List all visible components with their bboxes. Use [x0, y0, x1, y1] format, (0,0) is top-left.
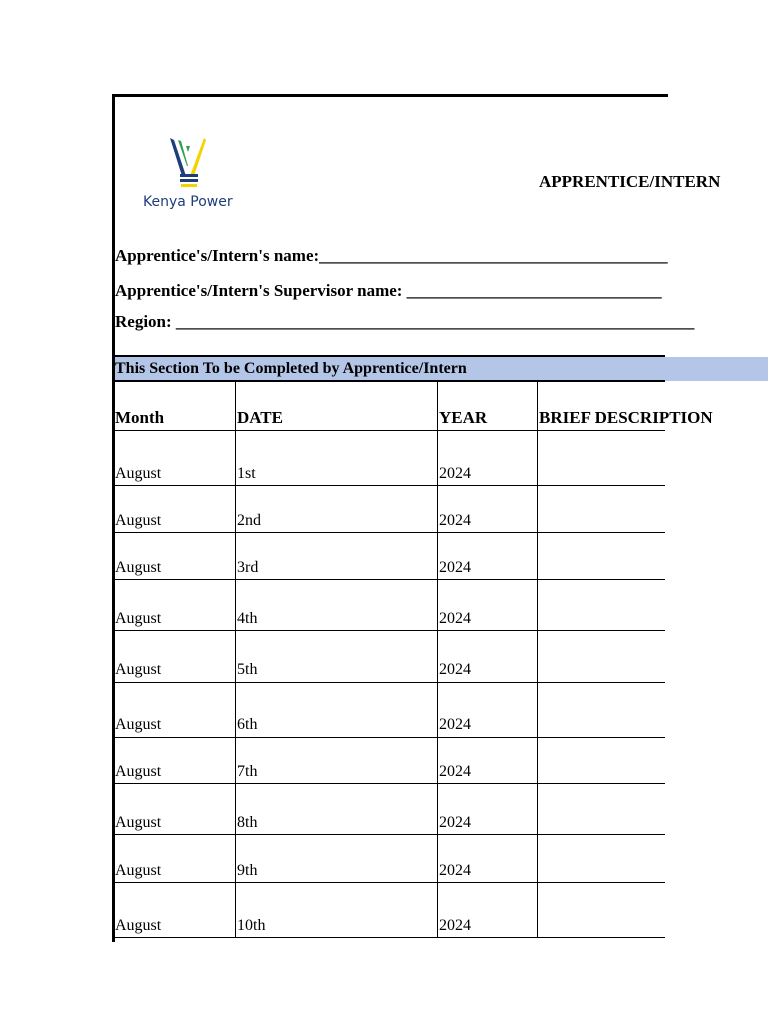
column-header-month: Month: [115, 408, 165, 427]
cell-year[interactable]: 2024: [439, 814, 471, 831]
region-field[interactable]: Region: _____________________________________________________________: [115, 312, 695, 331]
column-header-year: YEAR: [439, 408, 488, 427]
cell-year[interactable]: 2024: [439, 465, 471, 482]
cell-year[interactable]: 2024: [439, 512, 471, 529]
banner-top-border: [115, 355, 665, 357]
row-divider: [115, 485, 665, 486]
cell-year[interactable]: 2024: [439, 862, 471, 879]
row-divider: [115, 737, 665, 738]
cell-date[interactable]: 2nd: [237, 512, 261, 529]
cell-month[interactable]: August: [115, 917, 162, 934]
cell-date[interactable]: 10th: [237, 917, 266, 934]
cell-date[interactable]: 5th: [237, 661, 258, 678]
supervisor-name-field[interactable]: Apprentice's/Intern's Supervisor name: ______________________________: [115, 281, 662, 300]
cell-year[interactable]: 2024: [439, 661, 471, 678]
cell-month[interactable]: August: [115, 559, 162, 576]
section-banner-text: This Section To be Completed by Apprentice/Intern: [115, 360, 467, 377]
cell-month[interactable]: August: [115, 610, 162, 627]
row-divider: [115, 937, 665, 938]
column-divider: [235, 381, 236, 938]
intern-name-field[interactable]: Apprentice's/Intern's name:_________________________________________: [115, 246, 668, 265]
cell-date[interactable]: 1st: [237, 465, 256, 482]
row-divider: [115, 579, 665, 580]
row-divider: [115, 834, 665, 835]
row-divider: [115, 430, 665, 431]
cell-year[interactable]: 2024: [439, 917, 471, 934]
cell-year[interactable]: 2024: [439, 716, 471, 733]
cell-month[interactable]: August: [115, 465, 162, 482]
row-divider: [115, 882, 665, 883]
cell-year[interactable]: 2024: [439, 610, 471, 627]
column-divider: [537, 381, 538, 938]
cell-date[interactable]: 9th: [237, 862, 258, 879]
column-header-date: DATE: [237, 408, 283, 427]
row-divider: [115, 532, 665, 533]
row-divider: [115, 783, 665, 784]
cell-date[interactable]: 7th: [237, 763, 258, 780]
cell-date[interactable]: 3rd: [237, 559, 259, 576]
column-header-description: BRIEF DESCRIPTION: [539, 408, 713, 427]
cell-month[interactable]: August: [115, 716, 162, 733]
cell-year[interactable]: 2024: [439, 763, 471, 780]
row-divider: [115, 630, 665, 631]
cell-month[interactable]: August: [115, 814, 162, 831]
column-divider: [437, 381, 438, 938]
cell-date[interactable]: 4th: [237, 610, 258, 627]
banner-bottom-border: [115, 380, 665, 382]
cell-month[interactable]: August: [115, 862, 162, 879]
cell-month[interactable]: August: [115, 661, 162, 678]
cell-year[interactable]: 2024: [439, 559, 471, 576]
logo-text: Kenya Power: [143, 194, 233, 210]
cell-date[interactable]: 6th: [237, 716, 258, 733]
cell-month[interactable]: August: [115, 512, 162, 529]
cell-month[interactable]: August: [115, 763, 162, 780]
cell-date[interactable]: 8th: [237, 814, 258, 831]
row-divider: [115, 682, 665, 683]
worksheet-frame: [112, 94, 721, 942]
form-title: APPRENTICE/INTERN: [539, 172, 721, 191]
